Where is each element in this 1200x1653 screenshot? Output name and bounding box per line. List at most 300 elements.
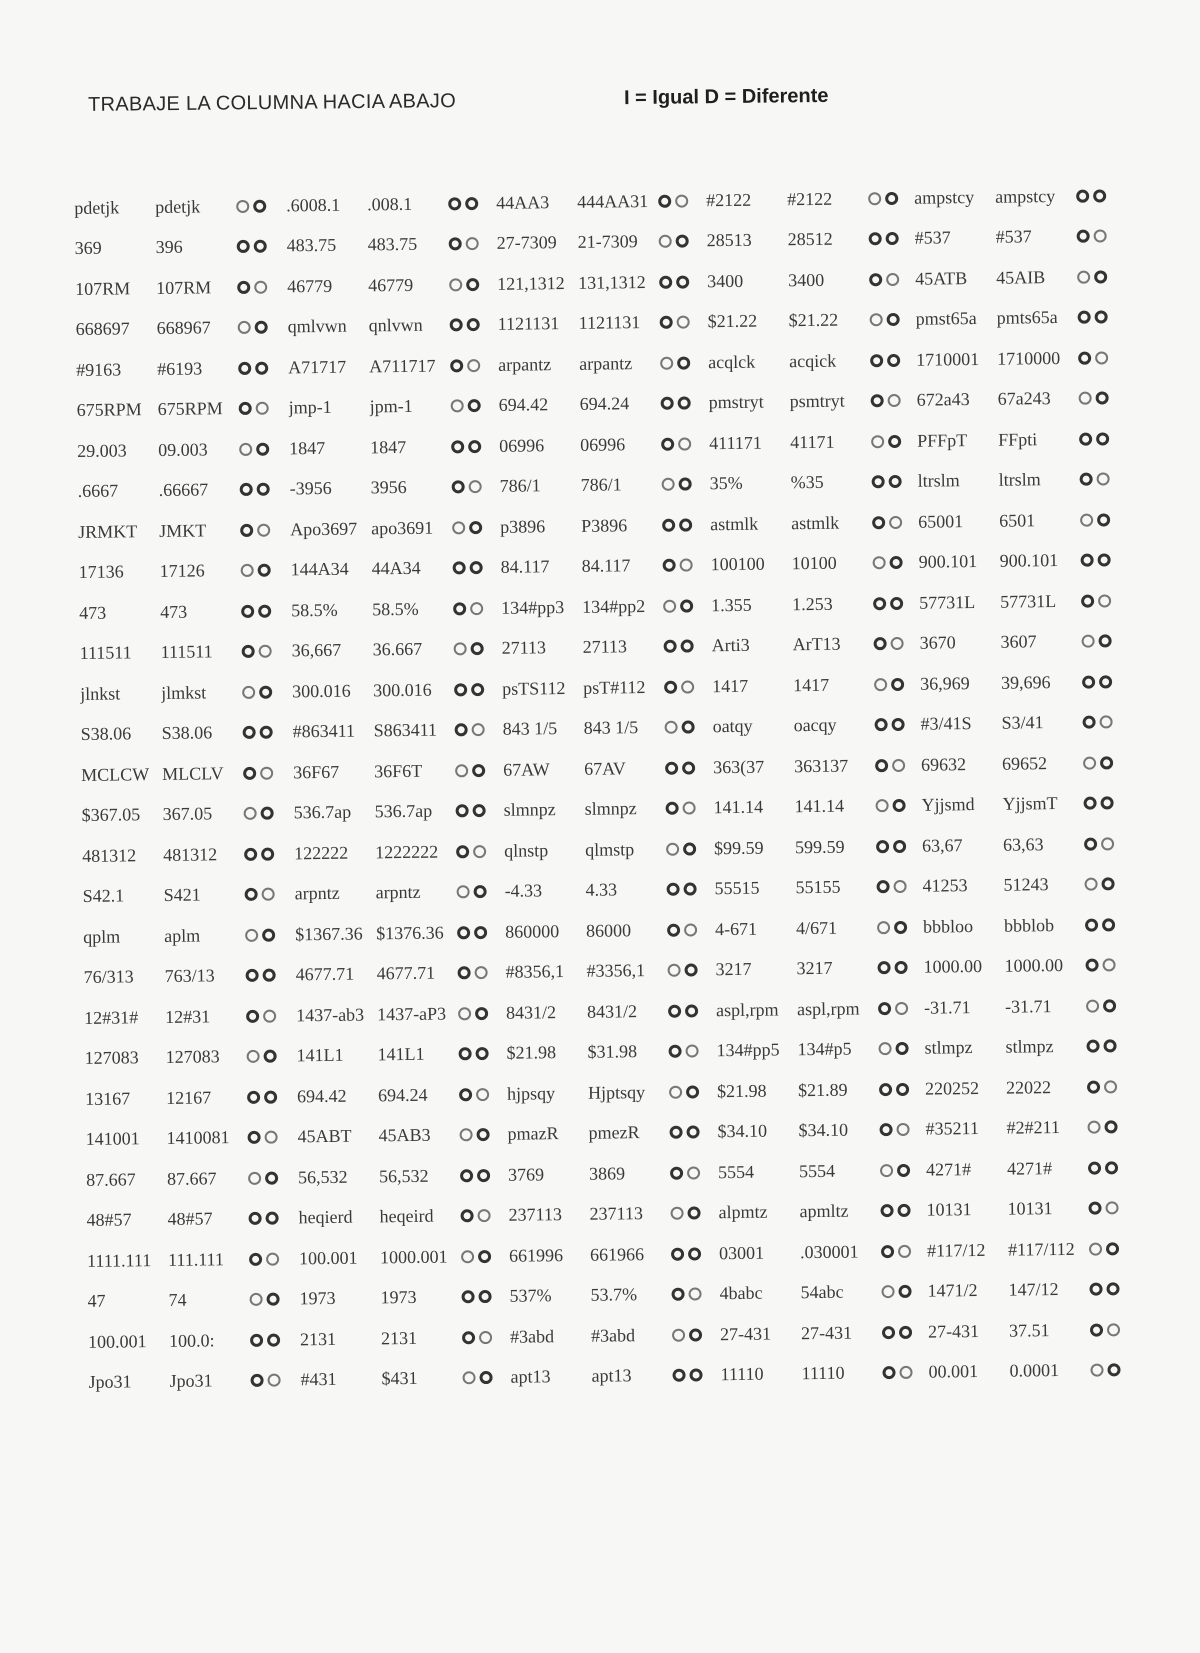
- bubble-diferente[interactable]: [256, 402, 269, 415]
- bubble-diferente[interactable]: [470, 602, 483, 615]
- bubble-igual[interactable]: [1084, 797, 1097, 810]
- bubble-igual[interactable]: [249, 1252, 262, 1265]
- bubble-diferente[interactable]: [678, 396, 691, 409]
- bubble-diferente[interactable]: [899, 1366, 912, 1379]
- bubble-igual[interactable]: [247, 1090, 260, 1103]
- bubble-igual[interactable]: [661, 397, 674, 410]
- bubble-diferente[interactable]: [896, 1123, 909, 1136]
- bubble-igual[interactable]: [1084, 837, 1097, 850]
- bubble-diferente[interactable]: [472, 764, 485, 777]
- bubble-igual[interactable]: [670, 1207, 683, 1220]
- bubble-igual[interactable]: [1078, 311, 1091, 324]
- bubble-diferente[interactable]: [1097, 513, 1110, 526]
- bubble-igual[interactable]: [457, 885, 470, 898]
- bubble-diferente[interactable]: [255, 321, 268, 334]
- bubble-diferente[interactable]: [257, 483, 270, 496]
- bubble-diferente[interactable]: [258, 564, 271, 577]
- bubble-diferente[interactable]: [1101, 837, 1114, 850]
- bubble-diferente[interactable]: [479, 1330, 492, 1343]
- bubble-igual[interactable]: [1088, 1161, 1101, 1174]
- bubble-igual[interactable]: [667, 883, 680, 896]
- bubble-diferente[interactable]: [473, 845, 486, 858]
- bubble-igual[interactable]: [461, 1250, 474, 1263]
- bubble-igual[interactable]: [458, 966, 471, 979]
- bubble-diferente[interactable]: [264, 1050, 277, 1063]
- bubble-igual[interactable]: [668, 964, 681, 977]
- bubble-diferente[interactable]: [897, 1204, 910, 1217]
- bubble-diferente[interactable]: [688, 1247, 701, 1260]
- bubble-diferente[interactable]: [263, 969, 276, 982]
- bubble-igual[interactable]: [248, 1131, 261, 1144]
- bubble-igual[interactable]: [881, 1285, 894, 1298]
- bubble-diferente[interactable]: [472, 723, 485, 736]
- bubble-diferente[interactable]: [1099, 675, 1112, 688]
- bubble-igual[interactable]: [452, 480, 465, 493]
- bubble-igual[interactable]: [869, 273, 882, 286]
- bubble-diferente[interactable]: [893, 799, 906, 812]
- bubble-igual[interactable]: [244, 807, 257, 820]
- bubble-igual[interactable]: [664, 640, 677, 653]
- bubble-diferente[interactable]: [1100, 715, 1113, 728]
- bubble-diferente[interactable]: [890, 596, 903, 609]
- bubble-diferente[interactable]: [888, 434, 901, 447]
- bubble-diferente[interactable]: [895, 1001, 908, 1014]
- bubble-igual[interactable]: [245, 928, 258, 941]
- bubble-diferente[interactable]: [467, 359, 480, 372]
- bubble-diferente[interactable]: [677, 315, 690, 328]
- bubble-diferente[interactable]: [261, 807, 274, 820]
- bubble-igual[interactable]: [666, 802, 679, 815]
- bubble-diferente[interactable]: [1095, 310, 1108, 323]
- bubble-igual[interactable]: [868, 192, 881, 205]
- bubble-igual[interactable]: [662, 478, 675, 491]
- bubble-igual[interactable]: [1077, 230, 1090, 243]
- bubble-igual[interactable]: [1079, 432, 1092, 445]
- bubble-diferente[interactable]: [887, 313, 900, 326]
- bubble-diferente[interactable]: [1099, 634, 1112, 647]
- bubble-diferente[interactable]: [261, 847, 274, 860]
- bubble-igual[interactable]: [880, 1164, 893, 1177]
- bubble-igual[interactable]: [872, 475, 885, 488]
- bubble-diferente[interactable]: [681, 639, 694, 652]
- bubble-igual[interactable]: [238, 361, 251, 374]
- bubble-diferente[interactable]: [467, 318, 480, 331]
- bubble-igual[interactable]: [871, 394, 884, 407]
- bubble-diferente[interactable]: [679, 477, 692, 490]
- bubble-igual[interactable]: [240, 483, 253, 496]
- bubble-diferente[interactable]: [896, 1082, 909, 1095]
- bubble-diferente[interactable]: [676, 234, 689, 247]
- bubble-igual[interactable]: [876, 840, 889, 853]
- bubble-igual[interactable]: [878, 1002, 891, 1015]
- bubble-igual[interactable]: [452, 521, 465, 534]
- bubble-igual[interactable]: [1086, 1040, 1099, 1053]
- bubble-diferente[interactable]: [266, 1212, 279, 1225]
- bubble-igual[interactable]: [243, 766, 256, 779]
- bubble-diferente[interactable]: [471, 642, 484, 655]
- bubble-igual[interactable]: [1087, 1121, 1100, 1134]
- bubble-diferente[interactable]: [688, 1287, 701, 1300]
- bubble-diferente[interactable]: [477, 1128, 490, 1141]
- bubble-diferente[interactable]: [886, 272, 899, 285]
- bubble-diferente[interactable]: [885, 191, 898, 204]
- bubble-diferente[interactable]: [1100, 756, 1113, 769]
- bubble-igual[interactable]: [1080, 473, 1093, 486]
- bubble-igual[interactable]: [661, 437, 674, 450]
- bubble-igual[interactable]: [1083, 756, 1096, 769]
- bubble-diferente[interactable]: [891, 637, 904, 650]
- bubble-igual[interactable]: [248, 1171, 261, 1184]
- bubble-diferente[interactable]: [474, 885, 487, 898]
- bubble-igual[interactable]: [1081, 554, 1094, 567]
- bubble-diferente[interactable]: [258, 604, 271, 617]
- bubble-igual[interactable]: [451, 399, 464, 412]
- bubble-igual[interactable]: [250, 1293, 263, 1306]
- bubble-igual[interactable]: [243, 726, 256, 739]
- bubble-igual[interactable]: [242, 685, 255, 698]
- bubble-diferente[interactable]: [889, 475, 902, 488]
- bubble-diferente[interactable]: [1098, 594, 1111, 607]
- bubble-igual[interactable]: [877, 880, 890, 893]
- bubble-diferente[interactable]: [1102, 877, 1115, 890]
- bubble-igual[interactable]: [237, 280, 250, 293]
- bubble-diferente[interactable]: [689, 1368, 702, 1381]
- bubble-diferente[interactable]: [260, 726, 273, 739]
- bubble-igual[interactable]: [246, 1009, 259, 1022]
- bubble-diferente[interactable]: [1098, 553, 1111, 566]
- bubble-diferente[interactable]: [263, 1009, 276, 1022]
- bubble-diferente[interactable]: [1096, 432, 1109, 445]
- bubble-diferente[interactable]: [470, 561, 483, 574]
- bubble-igual[interactable]: [665, 721, 678, 734]
- bubble-diferente[interactable]: [689, 1328, 702, 1341]
- bubble-diferente[interactable]: [479, 1371, 492, 1384]
- bubble-diferente[interactable]: [676, 275, 689, 288]
- bubble-igual[interactable]: [875, 718, 888, 731]
- bubble-diferente[interactable]: [679, 518, 692, 531]
- bubble-igual[interactable]: [879, 1083, 892, 1096]
- bubble-diferente[interactable]: [1094, 229, 1107, 242]
- bubble-igual[interactable]: [247, 1050, 260, 1063]
- bubble-diferente[interactable]: [1106, 1282, 1119, 1295]
- bubble-igual[interactable]: [660, 316, 673, 329]
- bubble-diferente[interactable]: [1105, 1161, 1118, 1174]
- bubble-diferente[interactable]: [1096, 391, 1109, 404]
- bubble-diferente[interactable]: [686, 1085, 699, 1098]
- bubble-igual[interactable]: [461, 1209, 474, 1222]
- bubble-diferente[interactable]: [887, 353, 900, 366]
- bubble-diferente[interactable]: [891, 677, 904, 690]
- bubble-igual[interactable]: [1079, 392, 1092, 405]
- bubble-diferente[interactable]: [471, 683, 484, 696]
- bubble-igual[interactable]: [448, 197, 461, 210]
- bubble-diferente[interactable]: [687, 1206, 700, 1219]
- bubble-diferente[interactable]: [893, 839, 906, 852]
- bubble-diferente[interactable]: [264, 1090, 277, 1103]
- bubble-igual[interactable]: [460, 1128, 473, 1141]
- bubble-diferente[interactable]: [262, 888, 275, 901]
- bubble-diferente[interactable]: [886, 232, 899, 245]
- bubble-diferente[interactable]: [1107, 1363, 1120, 1376]
- bubble-igual[interactable]: [453, 602, 466, 615]
- bubble-diferente[interactable]: [1101, 796, 1114, 809]
- bubble-igual[interactable]: [449, 278, 462, 291]
- bubble-igual[interactable]: [1082, 675, 1095, 688]
- bubble-diferente[interactable]: [1095, 351, 1108, 364]
- bubble-diferente[interactable]: [256, 442, 269, 455]
- bubble-igual[interactable]: [876, 799, 889, 812]
- bubble-igual[interactable]: [241, 604, 254, 617]
- bubble-igual[interactable]: [461, 1290, 474, 1303]
- bubble-igual[interactable]: [664, 680, 677, 693]
- bubble-diferente[interactable]: [895, 961, 908, 974]
- bubble-diferente[interactable]: [466, 278, 479, 291]
- bubble-diferente[interactable]: [687, 1125, 700, 1138]
- bubble-igual[interactable]: [879, 1123, 892, 1136]
- bubble-diferente[interactable]: [260, 766, 273, 779]
- bubble-igual[interactable]: [242, 645, 255, 658]
- bubble-diferente[interactable]: [1103, 999, 1116, 1012]
- bubble-diferente[interactable]: [1105, 1201, 1118, 1214]
- bubble-igual[interactable]: [450, 318, 463, 331]
- bubble-diferente[interactable]: [678, 437, 691, 450]
- bubble-igual[interactable]: [239, 402, 252, 415]
- bubble-diferente[interactable]: [267, 1293, 280, 1306]
- bubble-igual[interactable]: [1088, 1202, 1101, 1215]
- bubble-igual[interactable]: [460, 1169, 473, 1182]
- bubble-igual[interactable]: [660, 356, 673, 369]
- bubble-diferente[interactable]: [685, 1004, 698, 1017]
- bubble-igual[interactable]: [882, 1366, 895, 1379]
- bubble-igual[interactable]: [871, 435, 884, 448]
- bubble-diferente[interactable]: [680, 599, 693, 612]
- bubble-igual[interactable]: [659, 275, 672, 288]
- bubble-diferente[interactable]: [469, 521, 482, 534]
- bubble-igual[interactable]: [1083, 716, 1096, 729]
- bubble-diferente[interactable]: [266, 1252, 279, 1265]
- bubble-diferente[interactable]: [1102, 958, 1115, 971]
- bubble-diferente[interactable]: [685, 963, 698, 976]
- bubble-igual[interactable]: [869, 232, 882, 245]
- bubble-igual[interactable]: [458, 1007, 471, 1020]
- bubble-diferente[interactable]: [1106, 1242, 1119, 1255]
- bubble-diferente[interactable]: [253, 199, 266, 212]
- bubble-igual[interactable]: [237, 240, 250, 253]
- bubble-diferente[interactable]: [259, 685, 272, 698]
- bubble-igual[interactable]: [462, 1371, 475, 1384]
- bubble-diferente[interactable]: [677, 356, 690, 369]
- bubble-igual[interactable]: [1080, 513, 1093, 526]
- bubble-igual[interactable]: [451, 440, 464, 453]
- bubble-igual[interactable]: [670, 1166, 683, 1179]
- bubble-igual[interactable]: [455, 764, 468, 777]
- bubble-igual[interactable]: [450, 359, 463, 372]
- bubble-diferente[interactable]: [897, 1163, 910, 1176]
- bubble-igual[interactable]: [244, 847, 257, 860]
- bubble-igual[interactable]: [462, 1331, 475, 1344]
- bubble-diferente[interactable]: [465, 197, 478, 210]
- bubble-diferente[interactable]: [262, 928, 275, 941]
- bubble-diferente[interactable]: [477, 1168, 490, 1181]
- bubble-diferente[interactable]: [268, 1374, 281, 1387]
- bubble-diferente[interactable]: [478, 1290, 491, 1303]
- bubble-diferente[interactable]: [682, 720, 695, 733]
- bubble-diferente[interactable]: [675, 194, 688, 207]
- bubble-diferente[interactable]: [1104, 1120, 1117, 1133]
- bubble-igual[interactable]: [238, 321, 251, 334]
- bubble-diferente[interactable]: [468, 399, 481, 412]
- bubble-diferente[interactable]: [899, 1325, 912, 1338]
- bubble-diferente[interactable]: [469, 480, 482, 493]
- bubble-diferente[interactable]: [683, 842, 696, 855]
- bubble-diferente[interactable]: [892, 718, 905, 731]
- bubble-diferente[interactable]: [894, 880, 907, 893]
- bubble-diferente[interactable]: [1104, 1080, 1117, 1093]
- bubble-igual[interactable]: [240, 523, 253, 536]
- bubble-igual[interactable]: [1090, 1323, 1103, 1336]
- bubble-igual[interactable]: [874, 637, 887, 650]
- bubble-diferente[interactable]: [894, 920, 907, 933]
- bubble-igual[interactable]: [449, 237, 462, 250]
- bubble-igual[interactable]: [663, 599, 676, 612]
- bubble-diferente[interactable]: [475, 1007, 488, 1020]
- bubble-diferente[interactable]: [478, 1249, 491, 1262]
- bubble-diferente[interactable]: [683, 801, 696, 814]
- bubble-igual[interactable]: [658, 194, 671, 207]
- bubble-igual[interactable]: [459, 1047, 472, 1060]
- bubble-diferente[interactable]: [476, 1087, 489, 1100]
- bubble-igual[interactable]: [882, 1326, 895, 1339]
- bubble-igual[interactable]: [662, 518, 675, 531]
- bubble-diferente[interactable]: [898, 1244, 911, 1257]
- bubble-igual[interactable]: [1078, 351, 1091, 364]
- bubble-igual[interactable]: [236, 199, 249, 212]
- bubble-diferente[interactable]: [898, 1285, 911, 1298]
- bubble-igual[interactable]: [878, 961, 891, 974]
- bubble-igual[interactable]: [870, 313, 883, 326]
- bubble-diferente[interactable]: [267, 1333, 280, 1346]
- bubble-igual[interactable]: [1090, 1364, 1103, 1377]
- bubble-diferente[interactable]: [475, 966, 488, 979]
- bubble-igual[interactable]: [873, 556, 886, 569]
- bubble-diferente[interactable]: [1102, 918, 1115, 931]
- bubble-diferente[interactable]: [468, 440, 481, 453]
- bubble-diferente[interactable]: [474, 926, 487, 939]
- bubble-igual[interactable]: [250, 1333, 263, 1346]
- bubble-diferente[interactable]: [255, 361, 268, 374]
- bubble-diferente[interactable]: [476, 1047, 489, 1060]
- bubble-igual[interactable]: [1089, 1242, 1102, 1255]
- bubble-igual[interactable]: [1085, 878, 1098, 891]
- bubble-igual[interactable]: [251, 1374, 264, 1387]
- bubble-igual[interactable]: [454, 642, 467, 655]
- bubble-diferente[interactable]: [254, 280, 267, 293]
- bubble-diferente[interactable]: [890, 556, 903, 569]
- bubble-igual[interactable]: [1085, 959, 1098, 972]
- bubble-igual[interactable]: [874, 678, 887, 691]
- bubble-igual[interactable]: [246, 969, 259, 982]
- bubble-diferente[interactable]: [1103, 1039, 1116, 1052]
- bubble-igual[interactable]: [870, 354, 883, 367]
- bubble-igual[interactable]: [672, 1328, 685, 1341]
- bubble-igual[interactable]: [670, 1126, 683, 1139]
- bubble-igual[interactable]: [1085, 918, 1098, 931]
- bubble-igual[interactable]: [453, 561, 466, 574]
- bubble-diferente[interactable]: [473, 804, 486, 817]
- bubble-diferente[interactable]: [254, 240, 267, 253]
- bubble-igual[interactable]: [1076, 189, 1089, 202]
- bubble-diferente[interactable]: [684, 923, 697, 936]
- bubble-diferente[interactable]: [686, 1044, 699, 1057]
- bubble-igual[interactable]: [671, 1247, 684, 1260]
- bubble-igual[interactable]: [881, 1245, 894, 1258]
- bubble-igual[interactable]: [666, 842, 679, 855]
- bubble-igual[interactable]: [671, 1288, 684, 1301]
- bubble-igual[interactable]: [1089, 1283, 1102, 1296]
- bubble-igual[interactable]: [454, 683, 467, 696]
- bubble-igual[interactable]: [667, 923, 680, 936]
- bubble-igual[interactable]: [878, 1042, 891, 1055]
- bubble-igual[interactable]: [249, 1212, 262, 1225]
- bubble-diferente[interactable]: [681, 680, 694, 693]
- bubble-igual[interactable]: [669, 1085, 682, 1098]
- bubble-diferente[interactable]: [257, 523, 270, 536]
- bubble-diferente[interactable]: [684, 882, 697, 895]
- bubble-igual[interactable]: [455, 723, 468, 736]
- bubble-igual[interactable]: [880, 1204, 893, 1217]
- bubble-igual[interactable]: [669, 1045, 682, 1058]
- bubble-igual[interactable]: [1077, 270, 1090, 283]
- bubble-igual[interactable]: [877, 921, 890, 934]
- bubble-igual[interactable]: [668, 1004, 681, 1017]
- bubble-igual[interactable]: [659, 235, 672, 248]
- bubble-igual[interactable]: [672, 1369, 685, 1382]
- bubble-diferente[interactable]: [466, 237, 479, 250]
- bubble-igual[interactable]: [872, 516, 885, 529]
- bubble-igual[interactable]: [456, 804, 469, 817]
- bubble-diferente[interactable]: [1107, 1323, 1120, 1336]
- bubble-diferente[interactable]: [265, 1131, 278, 1144]
- bubble-igual[interactable]: [663, 559, 676, 572]
- bubble-diferente[interactable]: [259, 645, 272, 658]
- bubble-igual[interactable]: [1087, 1080, 1100, 1093]
- bubble-igual[interactable]: [239, 442, 252, 455]
- bubble-igual[interactable]: [1081, 594, 1094, 607]
- bubble-diferente[interactable]: [892, 758, 905, 771]
- bubble-diferente[interactable]: [687, 1166, 700, 1179]
- bubble-igual[interactable]: [245, 888, 258, 901]
- bubble-diferente[interactable]: [680, 558, 693, 571]
- bubble-igual[interactable]: [241, 564, 254, 577]
- bubble-diferente[interactable]: [265, 1171, 278, 1184]
- bubble-igual[interactable]: [457, 926, 470, 939]
- bubble-igual[interactable]: [665, 761, 678, 774]
- bubble-diferente[interactable]: [889, 515, 902, 528]
- bubble-diferente[interactable]: [1093, 189, 1106, 202]
- bubble-igual[interactable]: [873, 597, 886, 610]
- bubble-igual[interactable]: [1082, 635, 1095, 648]
- bubble-diferente[interactable]: [478, 1209, 491, 1222]
- bubble-diferente[interactable]: [895, 1042, 908, 1055]
- bubble-diferente[interactable]: [1097, 472, 1110, 485]
- bubble-igual[interactable]: [1086, 999, 1099, 1012]
- bubble-igual[interactable]: [459, 1088, 472, 1101]
- bubble-diferente[interactable]: [682, 761, 695, 774]
- bubble-igual[interactable]: [875, 759, 888, 772]
- bubble-diferente[interactable]: [1094, 270, 1107, 283]
- bubble-diferente[interactable]: [888, 394, 901, 407]
- bubble-igual[interactable]: [456, 845, 469, 858]
